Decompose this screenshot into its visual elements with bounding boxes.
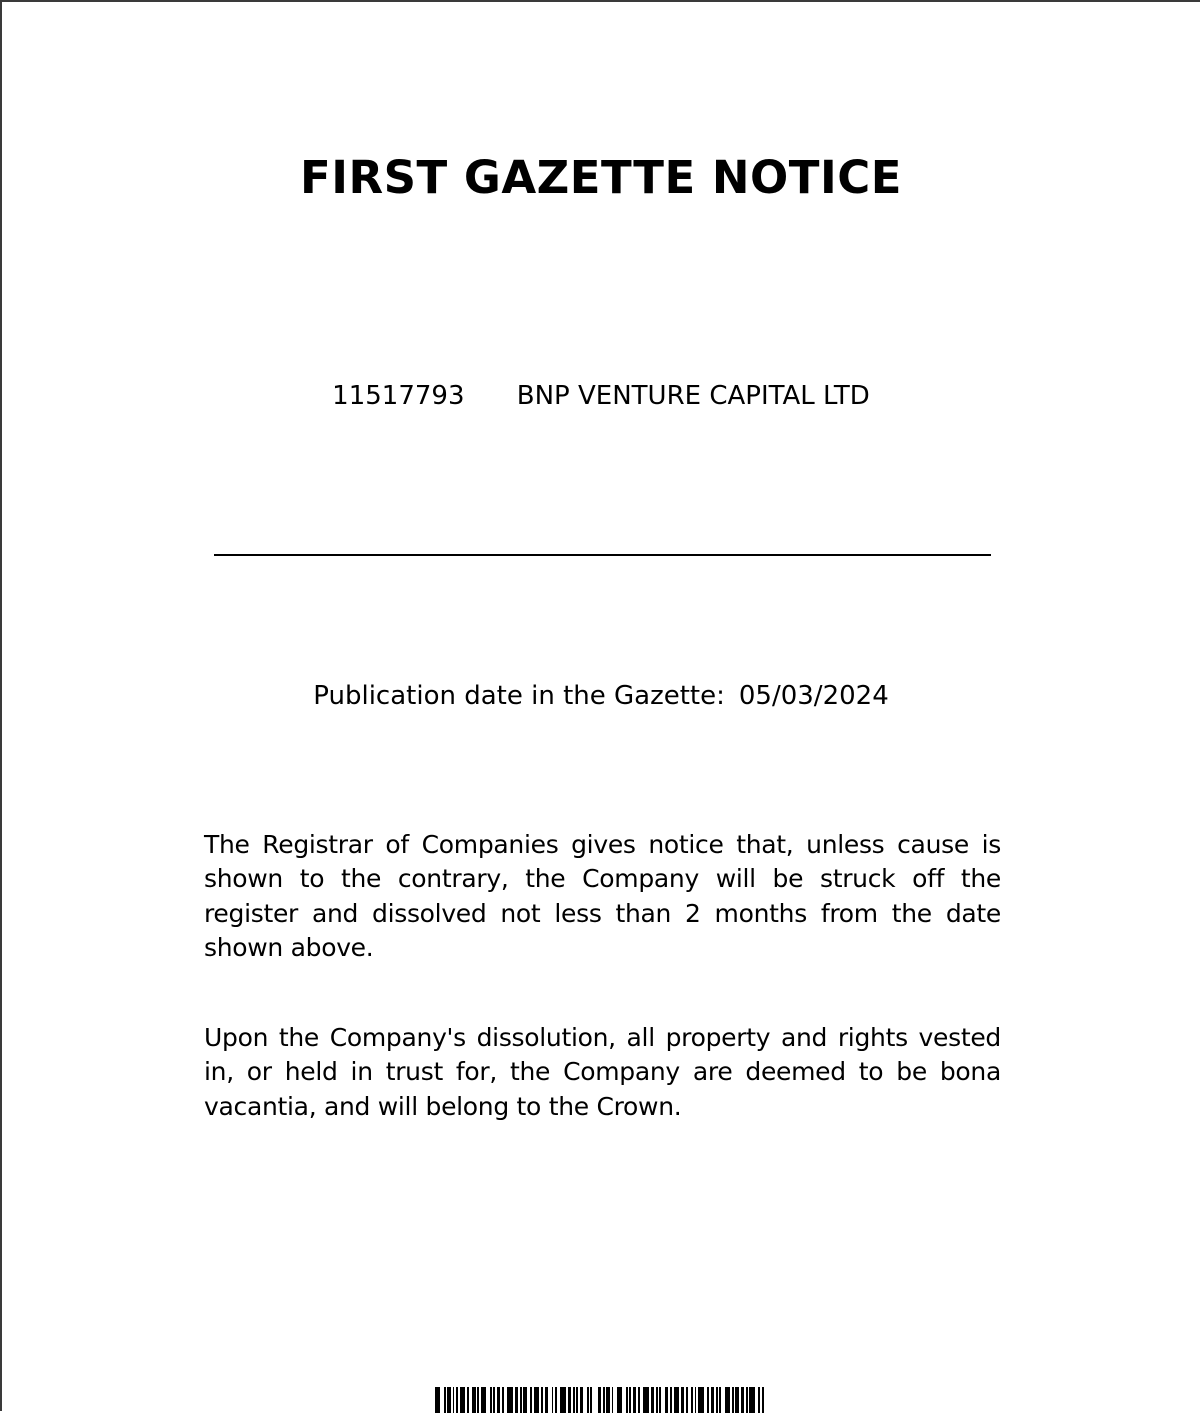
publication-date-value: 05/03/2024: [738, 681, 889, 711]
publication-date: [2, 678, 1200, 714]
barcode-space: [764, 1387, 768, 1413]
company-name: BNP VENTURE CAPITAL LTD: [516, 381, 870, 411]
company-identifier: [2, 378, 1200, 414]
barcode-icon: [435, 1387, 768, 1413]
divider-line: [214, 554, 991, 556]
notice-paragraph-strike-off: The Registrar of Companies gives notice that, unless cause is shown to the contrary, the Company will be struck off the register and dissolved not less than 2 months from the date shown above.: [204, 830, 1001, 962]
notice-paragraph-bona-vacantia: Upon the Company's dissolution, all property and rights vested in, or held in trust for, the Company are deemed to be bona vacantia, and will belong to the Crown.: [204, 1023, 1001, 1121]
publication-date-label: Publication date in the Gazette:: [313, 681, 725, 711]
notice-title: FIRST GAZETTE NOTICE: [300, 151, 902, 204]
company-number: 11517793: [332, 381, 465, 411]
